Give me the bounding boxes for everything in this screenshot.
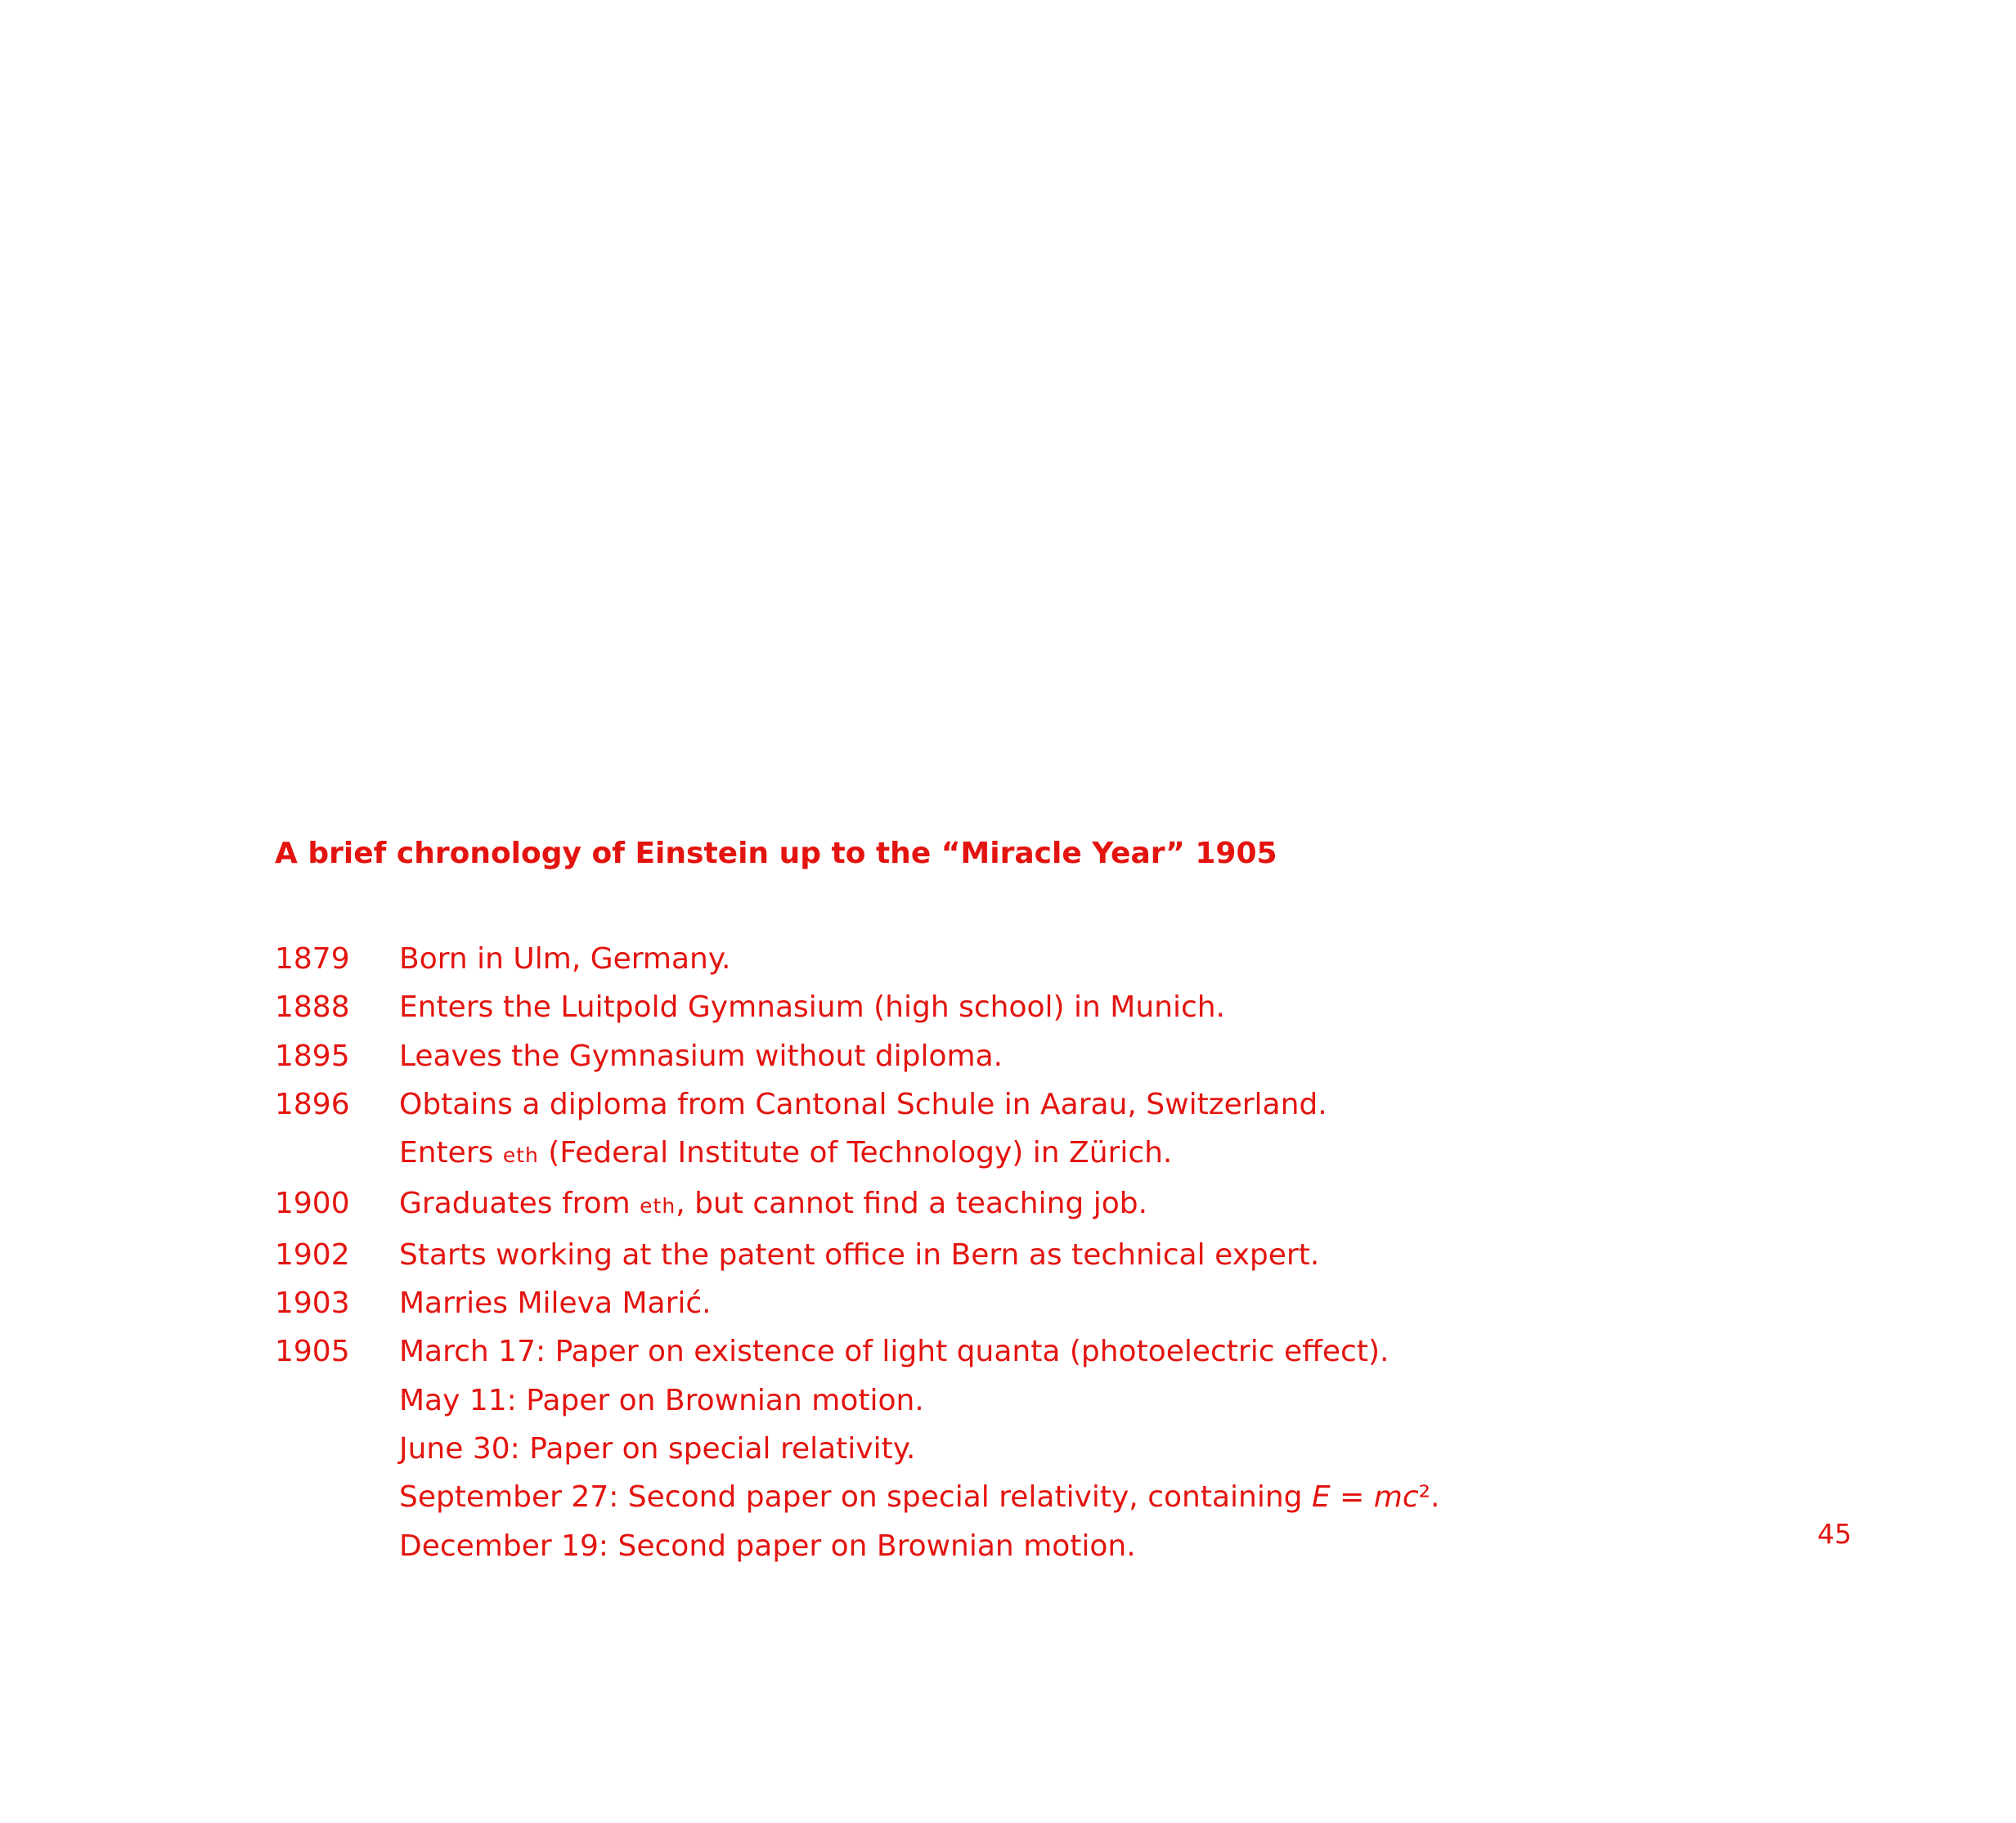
event-text: Marries Mileva Marić.	[399, 1286, 712, 1321]
entry-events	[399, 935, 1665, 983]
chronology-entry	[275, 1179, 1665, 1230]
entry-events	[399, 1231, 1665, 1279]
event-text	[399, 1473, 1665, 1521]
event-text-part: Enters	[399, 1136, 503, 1170]
event-text-part: ².	[1418, 1480, 1440, 1515]
entry-year: 1895	[275, 1039, 350, 1073]
event-text	[399, 1129, 1665, 1179]
entry-year: 1888	[275, 990, 350, 1025]
event-text: June 30: Paper on special relativity.	[399, 1431, 916, 1466]
page-title: A brief chronology of Einstein up to the “Miracle Year” 1905	[275, 837, 1277, 870]
chronology-list	[275, 935, 1665, 1570]
chronology-entry	[275, 1080, 1665, 1180]
entry-events	[399, 1179, 1665, 1230]
equation-operator: =	[1330, 1480, 1374, 1515]
event-text: Obtains a diploma from Cantonal Schule in Aarau, Switzerland.	[399, 1087, 1327, 1121]
event-text: March 17: Paper on existence of light quanta (photoelectric effect).	[399, 1335, 1390, 1369]
entry-year: 1896	[275, 1087, 350, 1121]
chronology-entry	[275, 1279, 1665, 1327]
entry-year: 1900	[275, 1187, 350, 1221]
event-text: Leaves the Gymnasium without diploma.	[399, 1039, 1004, 1073]
equation-variable: E	[1311, 1480, 1331, 1515]
entry-year: 1903	[275, 1286, 350, 1321]
chronology-entry	[275, 983, 1665, 1031]
chronology-entry	[275, 1327, 1665, 1569]
event-text-part: , but cannot find a teaching job.	[676, 1187, 1148, 1221]
entry-events	[399, 1327, 1665, 1569]
entry-events	[399, 1032, 1665, 1080]
event-text-part: Graduates from	[399, 1187, 640, 1221]
event-text: Starts working at the patent office in Bern as technical expert.	[399, 1237, 1320, 1272]
chronology-entry	[275, 1032, 1665, 1080]
event-text	[399, 1179, 1665, 1230]
page-number: 45	[1817, 1518, 1852, 1550]
entry-year: 1902	[275, 1237, 350, 1272]
event-text-part: September 27: Second paper on special relativity, containing	[399, 1480, 1312, 1515]
entry-year: 1905	[275, 1335, 350, 1369]
equation-variable: mc	[1373, 1480, 1419, 1515]
chronology-entry	[275, 935, 1665, 983]
entry-events	[399, 983, 1665, 1031]
entry-events	[399, 1080, 1665, 1180]
chronology-entry	[275, 1231, 1665, 1279]
event-text-part: (Federal Institute of Technology) in Zürich.	[538, 1136, 1173, 1170]
event-text: Born in Ulm, Germany.	[399, 942, 731, 976]
event-text: December 19: Second paper on Brownian motion.	[399, 1529, 1136, 1563]
entry-year: 1879	[275, 942, 350, 976]
abbreviation-eth: eth	[502, 1143, 539, 1168]
event-text: May 11: Paper on Brownian motion.	[399, 1383, 924, 1417]
event-text: Enters the Luitpold Gymnasium (high school) in Munich.	[399, 990, 1226, 1025]
entry-events	[399, 1279, 1665, 1327]
abbreviation-eth: eth	[640, 1194, 676, 1219]
